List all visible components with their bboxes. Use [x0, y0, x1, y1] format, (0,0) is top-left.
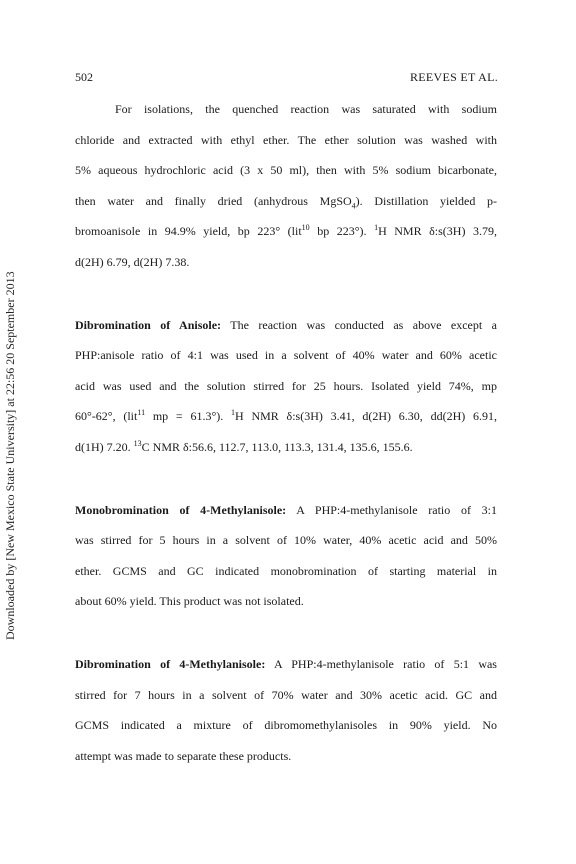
text-line: PHP:anisole ratio of 4:1 was used in a solvent of 40% water and 60% acetic: [75, 348, 497, 363]
text-line: 60°-62°, (lit$^{11}$ mp = 61.3°). $^1$H NMR δ:s(3H) 3.41, d(2H) 6.30, dd(2H) 6.91,: [75, 408, 497, 424]
text-line: chloride and extracted with ethyl ether. The ether solution was washed with: [75, 132, 497, 147]
text-line: GCMS indicated a mixture of dibromomethylanisoles in 90% yield. No: [75, 718, 497, 733]
dibromination-methylanisole-section: [75, 649, 497, 771]
text-line: ether. GCMS and GC indicated monobromination of starting material in: [75, 563, 497, 578]
text-line: Monobromination of 4-Methylanisole: A PHP:4-methylanisole ratio of 3:1: [75, 502, 497, 517]
text-line: 5% aqueous hydrochloric acid (3 x 50 ml), then with 5% sodium bicarbonate,: [75, 163, 497, 178]
text-line: was stirred for 5 hours in a solvent of 10% water, 40% acetic acid and 50%: [75, 533, 497, 548]
text-line: about 60% yield. This product was not isolated.: [75, 594, 304, 609]
monobromination-methylanisole-section: [75, 495, 497, 617]
text-line: Dibromination of Anisole: The reaction was conducted as above except a: [75, 317, 497, 332]
text-line: For isolations, the quenched reaction was saturated with sodium: [115, 102, 497, 116]
isolation-paragraph: [75, 94, 497, 278]
article-body: [75, 94, 497, 771]
text-line: d(1H) 7.20. $^{13}$C NMR δ:56.6, 112.7, 113.0, 113.3, 131.4, 135.6, 155.6.: [75, 438, 413, 454]
section-heading: Monobromination of 4-Methylanisole:: [75, 502, 287, 517]
text-line: bromoanisole in 94.9% yield, bp 223° (lit$^{10}$ bp 223°). $^1$H NMR δ:s(3H) 3.79,: [75, 223, 497, 239]
text-line: acid was used and the solution stirred for 25 hours. Isolated yield 74%, mp: [75, 378, 497, 393]
running-head: REEVES ET AL.: [409, 70, 498, 84]
dibromination-anisole-section: [75, 310, 497, 463]
text-line: d(2H) 6.79, d(2H) 7.38.: [75, 254, 190, 269]
download-watermark: Downloaded by [New Mexico State University] at 22:56 20 September 2013: [3, 271, 17, 640]
text-line: stirred for 7 hours in a solvent of 70% water and 30% acetic acid. GC and: [75, 687, 497, 702]
section-heading: Dibromination of 4-Methylanisole:: [75, 656, 266, 671]
text-line: then water and finally dried (anhydrous MgSO$_4$). Distillation yielded p-: [75, 193, 497, 211]
text-line: attempt was made to separate these products.: [75, 748, 292, 763]
text-line: Dibromination of 4-Methylanisole: A PHP:4-methylanisole ratio of 5:1 was: [75, 656, 497, 671]
page-number: 502: [75, 70, 93, 84]
section-heading: Dibromination of Anisole:: [75, 317, 222, 332]
